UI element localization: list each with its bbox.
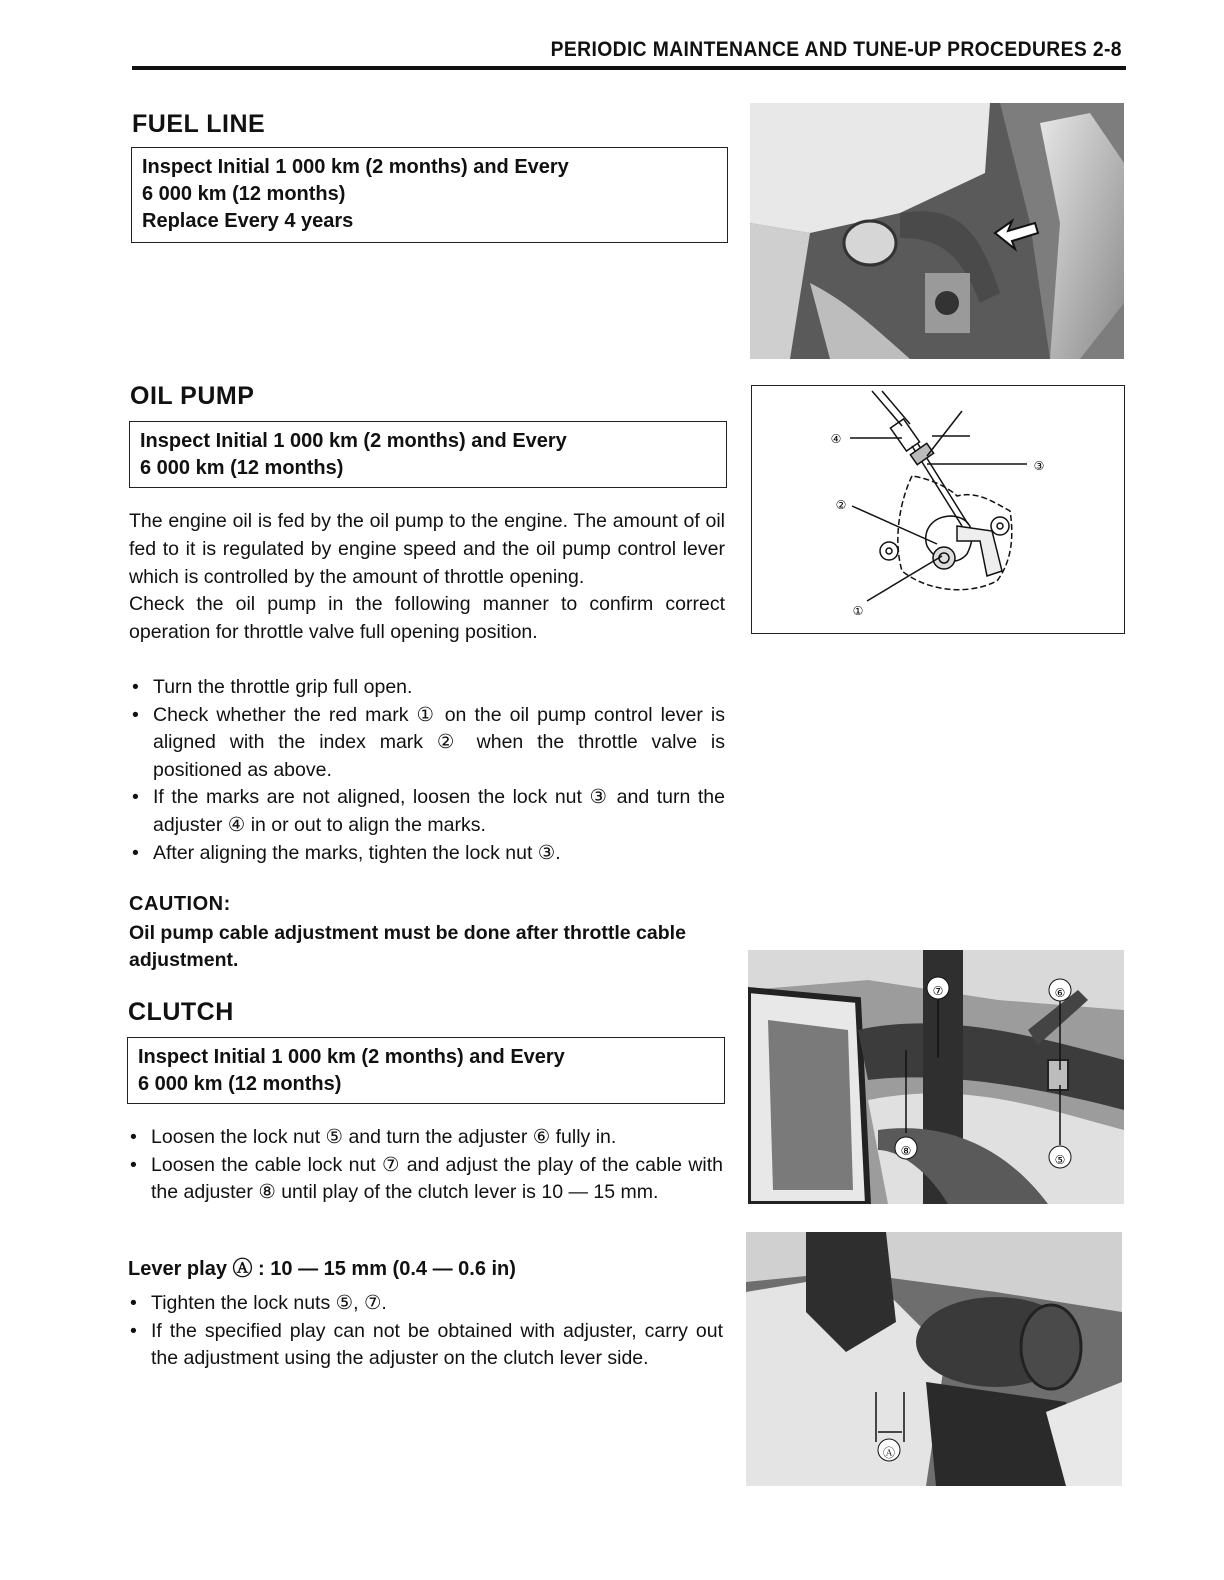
fuel-line-heading: FUEL LINE [132,110,266,138]
list-item: • Tighten the lock nuts ⑤, ⑦. [127,1290,723,1318]
callout-7: ⑦ [932,984,944,998]
oil-pump-paragraph: Check the oil pump in the following manner to confirm correct operation for throttle valve full opening position. [129,593,725,644]
list-item: • If the specified play can not be obtained with adjuster, carry out the adjustment using the adjuster on the clutch lever side. [127,1318,723,1373]
clutch-adjuster-photo [748,950,1124,1204]
interval-line: 6 000 km (12 months) [140,457,344,479]
clutch-steps-2 [127,1290,723,1373]
callout-6: ⑥ [1054,986,1066,1000]
clutch-steps-1 [127,1124,723,1207]
callout-3: ③ [1033,459,1045,473]
oil-pump-paragraph: The engine oil is fed by the oil pump to the engine. The amount of oil fed to it is regulated by engine speed and the oil pump control lever which is controlled by the amount of throttle opening. [129,510,725,588]
list-item: • Loosen the cable lock nut ⑦ and adjust the play of the cable with the adjuster ⑧ until play of the clutch lever is 10 — 15 mm. [127,1152,723,1207]
interval-line: Inspect Initial 1 000 km (2 months) and Every [138,1046,565,1068]
oil-pump-steps [129,674,725,867]
clutch-lever-play-photo [746,1232,1122,1486]
oil-pump-description [129,508,725,647]
fuel-line-photo [750,103,1124,359]
callout-8: ⑧ [900,1144,912,1158]
interval-line: Replace Every 4 years [142,210,354,232]
clutch-interval-box [127,1037,725,1104]
oil-pump-heading: OIL PUMP [130,382,255,410]
caution-text: Oil pump cable adjustment must be done after throttle cable adjustment. [129,922,686,971]
list-item: • Check whether the red mark ① on the oil pump control lever is aligned with the index mark ② when the throttle valve is positioned as above. [129,702,725,785]
interval-line: Inspect Initial 1 000 km (2 months) and Every [142,156,569,178]
fuel-line-interval-box [131,147,728,243]
callout-1: ① [852,604,864,618]
clutch-heading: CLUTCH [128,998,234,1026]
list-item: • Loosen the lock nut ⑤ and turn the adjuster ⑥ fully in. [127,1124,723,1152]
caution-heading: CAUTION: [129,893,231,915]
list-item: • After aligning the marks, tighten the lock nut ③. [129,840,725,868]
interval-line: 6 000 km (12 months) [138,1073,342,1095]
oil-pump-diagram [751,385,1125,634]
interval-line: 6 000 km (12 months) [142,183,346,205]
list-item: • Turn the throttle grip full open. [129,674,725,702]
oil-pump-interval-box [129,421,727,488]
callout-2: ② [835,498,847,512]
list-item: • If the marks are not aligned, loosen the lock nut ③ and turn the adjuster ④ in or out to align the marks. [129,784,725,839]
lever-play-spec: Lever play Ⓐ : 10 — 15 mm (0.4 — 0.6 in) [128,1258,516,1280]
callout-4: ④ [830,432,842,446]
page-header-title: PERIODIC MAINTENANCE AND TUNE-UP PROCEDURES 2-8 [550,38,1122,61]
callout-A: Ⓐ [882,1446,896,1460]
callout-5: ⑤ [1054,1153,1066,1167]
header-rule [132,66,1126,70]
interval-line: Inspect Initial 1 000 km (2 months) and Every [140,430,567,452]
